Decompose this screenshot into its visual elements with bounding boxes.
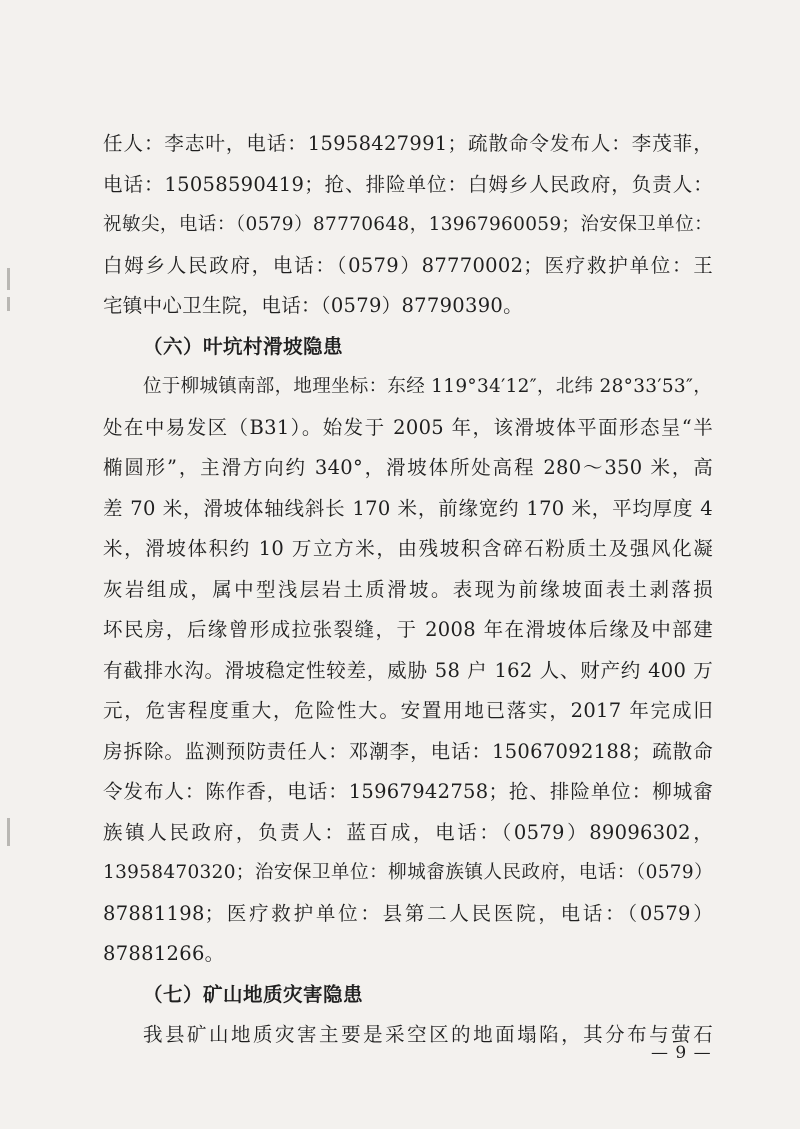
- body-text-line: 87881198；医疗救护单位：县第二人民医院，电话：（0579）: [103, 901, 713, 925]
- body-text-line: 元，危害程度重大，危险性大。安置用地已落实，2017 年完成旧: [103, 699, 713, 722]
- body-text-line: 差 70 米，滑坡体轴线斜长 170 米，前缘宽约 170 米，平均厚度 4: [103, 496, 713, 520]
- body-text-line: 椭圆形”，主滑方向约 340°，滑坡体所处高程 280～350 米，高: [103, 456, 713, 479]
- scan-margin-mark: [7, 268, 10, 290]
- scan-margin-mark: [7, 818, 10, 846]
- body-text-line: 有截排水沟。滑坡稳定性较差，威胁 58 户 162 人、财产约 400 万: [103, 658, 713, 682]
- body-text-line: 白姆乡人民政府，电话：（0579）87770002；医疗救护单位：王: [103, 253, 713, 277]
- body-text-line: 灰岩组成，属中型浅层岩土质滑坡。表现为前缘坡面表土剥落损: [103, 577, 713, 601]
- section-heading: （七）矿山地质灾害隐患: [143, 982, 364, 1006]
- body-text-line: 宅镇中心卫生院，电话：（0579）87790390。: [103, 294, 523, 317]
- page-number: — 9 —: [651, 1043, 712, 1063]
- body-text-line: 令发布人：陈作香，电话：15967942758；抢、排险单位：柳城畲: [103, 780, 713, 803]
- body-text-line: 任人：李志叶，电话：15958427991；疏散命令发布人：李茂菲，: [103, 132, 713, 155]
- body-text-line: 坏民房，后缘曾形成拉张裂缝，于 2008 年在滑坡体后缘及中部建: [103, 618, 713, 641]
- body-text-line: 族镇人民政府，负责人：蓝百成，电话：（0579）89096302，: [103, 820, 713, 844]
- section-heading: （六）叶坑村滑坡隐患: [143, 334, 344, 358]
- body-text-line: 祝敏尖，电话：（0579）87770648，13967960059；治安保卫单位：: [103, 214, 713, 235]
- scan-margin-mark: [7, 297, 10, 311]
- body-text-line: 电话：15058590419；抢、排险单位：白姆乡人民政府，负责人：: [103, 172, 713, 196]
- body-text-line: 87881266。: [103, 942, 225, 965]
- body-text-line: 13958470320；治安保卫单位：柳城畲族镇人民政府，电话：（0579）: [103, 862, 713, 883]
- body-text-line: 处在中易发区（B31）。始发于 2005 年，该滑坡体平面形态呈“半: [103, 415, 713, 439]
- body-text-line: 米，滑坡体积约 10 万立方米，由残坡积含碎石粉质土及强风化凝: [103, 537, 713, 560]
- body-text-line: 房拆除。监测预防责任人：邓潮李，电话：15067092188；疏散命: [103, 739, 713, 763]
- body-text-line: 我县矿山地质灾害主要是采空区的地面塌陷，其分布与萤石: [143, 1023, 713, 1046]
- document-body: [103, 124, 713, 1056]
- body-text-line: 位于柳城镇南部，地理坐标：东经 119°34′12″，北纬 28°33′53″，: [143, 376, 712, 397]
